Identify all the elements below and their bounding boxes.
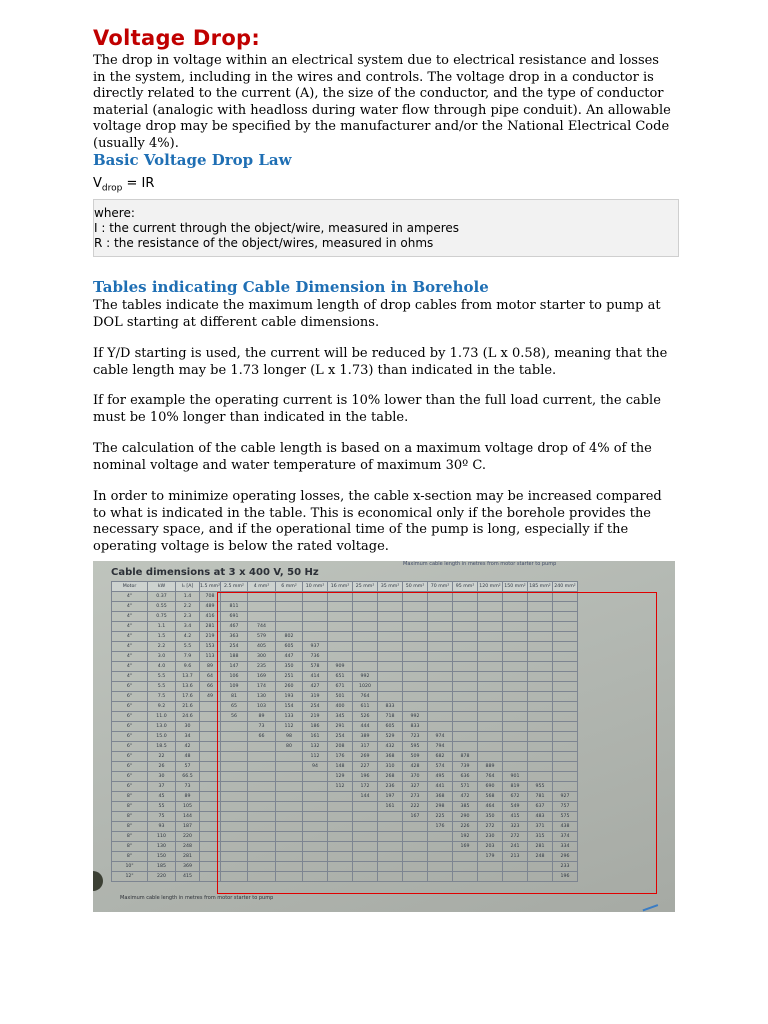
table-cell: 6" [112,762,148,772]
table-cell: 901 [502,772,527,782]
table-cell: 103 [247,702,275,712]
table-cell: 220 [176,832,200,842]
table-cell: 56 [220,712,247,722]
table-cell: 447 [275,652,302,662]
table-cell: 438 [552,822,577,832]
table-cell: 323 [502,822,527,832]
table-cell: 66.5 [176,772,200,782]
table-cell: 196 [352,772,377,782]
check-mark-icon [640,897,658,912]
table-cell: 708 [200,592,221,602]
table-cell: 291 [327,722,352,732]
table-cell: 227 [352,762,377,772]
table-cell: 106 [220,672,247,682]
table-cell: 5.5 [148,672,176,682]
table-header-cell: 35 mm² [377,582,402,592]
table-cell: 110 [148,832,176,842]
table-cell: 385 [452,802,477,812]
table-cell: 112 [275,722,302,732]
table-cell: 176 [327,752,352,762]
table-cell: 213 [502,852,527,862]
table-cell: 169 [247,672,275,682]
table-cell: 690 [477,782,502,792]
table-header-cell: 2.5 mm² [220,582,247,592]
table-cell: 428 [402,762,427,772]
table-cell: 974 [427,732,452,742]
table-cell: 8" [112,792,148,802]
table-cell: 549 [502,802,527,812]
table-cell: 13.7 [176,672,200,682]
table-cell: 130 [148,842,176,852]
table-cell: 219 [302,712,327,722]
table-cell: 161 [302,732,327,742]
table-cell: 744 [247,622,275,632]
photo-title: Cable dimensions at 3 x 400 V, 50 Hz [111,567,319,578]
table-cell: 24.6 [176,712,200,722]
cable-table-photo [93,561,675,912]
table-cell: 9.2 [148,702,176,712]
table-cell: 26 [148,762,176,772]
table-cell: 319 [302,692,327,702]
table-cell: 315 [527,832,552,842]
table-cell: 764 [352,692,377,702]
table-cell: 4" [112,662,148,672]
table-cell: 794 [427,742,452,752]
table-cell: 368 [427,792,452,802]
table-cell: 290 [452,812,477,822]
table-cell: 10" [112,862,148,872]
table-cell: 764 [477,772,502,782]
table-cell: 334 [552,842,577,852]
formula-rest: = IR [122,176,155,191]
table-cell: 370 [402,772,427,782]
table-cell: 889 [477,762,502,772]
table-cell: 6" [112,782,148,792]
table-cell: 368 [377,752,402,762]
table-cell: 89 [176,792,200,802]
table-header-cell: 16 mm² [327,582,352,592]
table-cell: 235 [247,662,275,672]
table-header-cell: 120 mm² [477,582,502,592]
table-cell: 472 [452,792,477,802]
table-header-cell: Iₙ [A] [176,582,200,592]
table-cell: 94 [302,762,327,772]
table-cell: 236 [377,782,402,792]
table-cell: 148 [327,762,352,772]
table-cell: 6" [112,712,148,722]
table-cell: 272 [477,822,502,832]
table-cell: 909 [327,662,352,672]
table-cell: 81 [220,692,247,702]
table-cell: 89 [247,712,275,722]
table-header-cell: 10 mm² [302,582,327,592]
table-cell: 4" [112,672,148,682]
table-cell: 6" [112,732,148,742]
table-cell: 49 [200,692,221,702]
table-cell: 369 [176,862,200,872]
table-cell: 833 [377,702,402,712]
table-cell: 682 [427,752,452,762]
table-cell: 6" [112,752,148,762]
table-cell: 8" [112,812,148,822]
table-header-cell: kW [148,582,176,592]
table-cell: 251 [275,672,302,682]
table-cell: 605 [377,722,402,732]
table-cell: 150 [148,852,176,862]
table-cell: 374 [552,832,577,842]
table-cell: 9.6 [176,662,200,672]
table-cell: 878 [452,752,477,762]
paragraph-operating-current: If for example the operating current is 10% lower than the full load current, the cable must be 10% longer than indicated in the table. [93,393,661,425]
table-cell: 8" [112,822,148,832]
table-cell: 37 [148,782,176,792]
table-cell: 736 [302,652,327,662]
table-cell: 254 [302,702,327,712]
table-cell: 147 [220,662,247,672]
table-cell: 225 [427,812,452,822]
table-cell: 723 [402,732,427,742]
where-current-definition: I : the current through the object/wire, measured in amperes [94,221,460,235]
table-cell: 4" [112,622,148,632]
table-cell: 48 [176,752,200,762]
table-cell: 0.55 [148,602,176,612]
table-cell: 5.5 [148,682,176,692]
table-cell: 130 [247,692,275,702]
paragraph-minimize-losses: In order to minimize operating losses, the cable x-section may be increased compared to what is indicated in the table. This is economical only if the borehole provides the necessary space, and if the operational time of the pump is long, especially if the operating voltage is below the rated voltage. [93,489,662,554]
table-cell: 595 [402,742,427,752]
table-cell: 444 [352,722,377,732]
table-cell: 575 [552,812,577,822]
table-header-cell: 50 mm² [402,582,427,592]
table-cell: 281 [176,852,200,862]
table-cell: 219 [200,632,221,642]
table-cell: 112 [327,782,352,792]
table-cell: 169 [452,842,477,852]
binder-shadow [93,871,103,891]
table-cell: 272 [502,832,527,842]
law-heading: Basic Voltage Drop Law [93,151,292,169]
table-cell: 415 [176,872,200,882]
table-cell: 1.5 [148,632,176,642]
table-cell: 992 [352,672,377,682]
table-cell: 350 [275,662,302,672]
table-cell: 802 [275,632,302,642]
table-cell: 0.75 [148,612,176,622]
photo-note: Maximum cable length in metres from motor starter to pump [403,561,557,567]
table-cell: 405 [247,642,275,652]
table-cell: 571 [452,782,477,792]
tables-heading: Tables indicating Cable Dimension in Borehole [93,278,489,296]
table-cell: 281 [527,842,552,852]
table-cell: 18.5 [148,742,176,752]
table-cell: 671 [327,682,352,692]
table-cell: 167 [402,812,427,822]
table-cell: 80 [275,742,302,752]
table-cell: 268 [377,772,402,782]
table-header-cell: 150 mm² [502,582,527,592]
table-cell: 3.4 [176,622,200,632]
table-cell: 188 [220,652,247,662]
table-header-cell: 95 mm² [452,582,477,592]
table-cell: 6" [112,772,148,782]
table-cell: 13.0 [148,722,176,732]
table-cell: 248 [527,852,552,862]
table-cell: 174 [247,682,275,692]
table-cell: 4" [112,652,148,662]
table-cell: 317 [352,742,377,752]
table-header-cell: 1.5 mm² [200,582,221,592]
table-cell: 8" [112,832,148,842]
table-cell: 927 [552,792,577,802]
table-cell: 185 [148,862,176,872]
table-cell: 296 [552,852,577,862]
table-cell: 636 [452,772,477,782]
table-cell: 30 [176,722,200,732]
table-cell: 298 [427,802,452,812]
table-cell: 4" [112,642,148,652]
table-cell: 363 [220,632,247,642]
intro-paragraph: The drop in voltage within an electrical system due to electrical resistance and losses in the system, including in the wires and controls. The voltage drop in a conductor is directly related to the current (A), the size of the conductor, and the type of conductor material (analogic with headloss during water flow through pipe conduit). An allowable voltage drop may be specified by the manufacturer and/or the National Electrical Code (usually 4%). [93,53,671,151]
table-cell: 66 [200,682,221,692]
table-cell: 327 [402,782,427,792]
table-cell: 7.9 [176,652,200,662]
table-header-cell: 185 mm² [527,582,552,592]
table-cell: 144 [176,812,200,822]
table-cell: 17.6 [176,692,200,702]
table-cell: 781 [527,792,552,802]
page-title: Voltage Drop: [93,26,261,50]
formula-subscript: drop [101,183,123,194]
table-cell: 13.6 [176,682,200,692]
photo-footer: Maximum cable length in metres from motor starter to pump [120,895,274,901]
table-cell: 6" [112,682,148,692]
table-cell: 203 [477,842,502,852]
table-cell: 4.0 [148,662,176,672]
table-cell: 7.5 [148,692,176,702]
table-cell: 176 [427,822,452,832]
table-cell: 172 [352,782,377,792]
table-cell: 129 [327,772,352,782]
table-cell: 526 [352,712,377,722]
table-cell: 226 [452,822,477,832]
table-cell: 483 [527,812,552,822]
table-cell: 509 [402,752,427,762]
table-cell: 12" [112,872,148,882]
table-cell: 93 [148,822,176,832]
table-cell: 6" [112,722,148,732]
table-cell: 300 [247,652,275,662]
where-box [93,199,679,257]
voltage-drop-formula [93,176,154,194]
table-cell: 811 [220,602,247,612]
table-cell: 34 [176,732,200,742]
table-cell: 11.0 [148,712,176,722]
table-cell: 105 [176,802,200,812]
table-cell: 64 [200,672,221,682]
table-cell: 739 [452,762,477,772]
table-header-row [112,582,578,592]
table-cell: 6" [112,702,148,712]
table-cell: 186 [302,722,327,732]
table-cell: 955 [527,782,552,792]
table-cell: 4.2 [176,632,200,642]
table-cell: 757 [552,802,577,812]
table-cell: 208 [327,742,352,752]
table-cell: 254 [220,642,247,652]
table-cell: 350 [477,812,502,822]
table-cell: 8" [112,802,148,812]
table-cell: 179 [477,852,502,862]
table-cell: 254 [327,732,352,742]
table-cell: 2.3 [176,612,200,622]
table-cell: 4" [112,592,148,602]
table-cell: 55 [148,802,176,812]
table-header-cell: 70 mm² [427,582,452,592]
where-resistance-definition: R : the resistance of the object/wires, measured in ohms [94,236,434,250]
table-cell: 144 [352,792,377,802]
table-cell: 75 [148,812,176,822]
table-header-cell: 4 mm² [247,582,275,592]
formula-v: V [93,176,102,191]
highlight-frame [217,592,657,894]
table-cell: 529 [377,732,402,742]
table-cell: 45 [148,792,176,802]
table-cell: 467 [220,622,247,632]
table-cell: 1020 [352,682,377,692]
table-cell: 578 [302,662,327,672]
table-cell: 414 [302,672,327,682]
table-cell: 66 [247,732,275,742]
table-cell: 2.2 [148,642,176,652]
table-header-cell: 25 mm² [352,582,377,592]
table-cell: 248 [176,842,200,852]
table-cell: 233 [552,862,577,872]
table-cell: 819 [502,782,527,792]
table-cell: 8" [112,842,148,852]
table-cell: 197 [377,792,402,802]
table-cell: 2.2 [176,602,200,612]
table-cell: 432 [377,742,402,752]
table-cell: 113 [200,652,221,662]
table-cell: 73 [176,782,200,792]
table-header-cell: 240 mm² [552,582,577,592]
table-cell: 672 [502,792,527,802]
table-cell: 937 [302,642,327,652]
table-cell: 1.4 [176,592,200,602]
table-cell: 109 [220,682,247,692]
table-cell: 22 [148,752,176,762]
table-cell: 273 [402,792,427,802]
table-cell: 5.5 [176,642,200,652]
table-cell: 345 [327,712,352,722]
table-cell: 1.1 [148,622,176,632]
table-cell: 651 [327,672,352,682]
table-cell: 416 [200,612,221,622]
table-cell: 605 [275,642,302,652]
table-cell: 833 [402,722,427,732]
table-cell: 112 [302,752,327,762]
table-cell: 310 [377,762,402,772]
table-cell: 0.37 [148,592,176,602]
table-cell: 187 [176,822,200,832]
table-cell: 222 [402,802,427,812]
table-cell: 441 [427,782,452,792]
table-cell: 400 [327,702,352,712]
table-cell: 501 [327,692,352,702]
table-cell: 269 [352,752,377,762]
table-cell: 230 [477,832,502,842]
table-cell: 691 [220,612,247,622]
table-cell: 154 [275,702,302,712]
table-cell: 489 [200,602,221,612]
table-cell: 3.0 [148,652,176,662]
table-cell: 718 [377,712,402,722]
table-cell: 579 [247,632,275,642]
table-cell: 4" [112,612,148,622]
table-cell: 193 [275,692,302,702]
paragraph-tables-intro: The tables indicate the maximum length of drop cables from motor starter to pump at DOL starting at different cable dimensions. [93,298,661,330]
table-cell: 133 [275,712,302,722]
table-cell: 153 [200,642,221,652]
table-cell: 196 [552,872,577,882]
table-cell: 389 [352,732,377,742]
table-cell: 6" [112,742,148,752]
table-cell: 73 [247,722,275,732]
table-cell: 427 [302,682,327,692]
table-cell: 220 [148,872,176,882]
table-cell: 637 [527,802,552,812]
table-cell: 132 [302,742,327,752]
table-cell: 260 [275,682,302,692]
table-header-cell: Motor [112,582,148,592]
table-cell: 241 [502,842,527,852]
table-cell: 8" [112,852,148,862]
table-cell: 568 [477,792,502,802]
table-cell: 495 [427,772,452,782]
table-cell: 4" [112,602,148,612]
table-cell: 611 [352,702,377,712]
table-cell: 89 [200,662,221,672]
table-cell: 15.0 [148,732,176,742]
table-cell: 281 [200,622,221,632]
table-cell: 415 [502,812,527,822]
table-cell: 42 [176,742,200,752]
table-cell: 371 [527,822,552,832]
where-label: where: [94,206,135,220]
table-cell: 192 [452,832,477,842]
table-cell: 65 [220,702,247,712]
table-header-cell: 6 mm² [275,582,302,592]
table-cell: 21.6 [176,702,200,712]
table-cell: 464 [477,802,502,812]
table-cell: 6" [112,692,148,702]
table-cell: 4" [112,632,148,642]
paragraph-yd-starting: If Y/D starting is used, the current will be reduced by 1.73 (L x 0.58), meaning that the cable length may be 1.73 longer (L x 1.73) than indicated in the table. [93,346,668,378]
table-cell: 57 [176,762,200,772]
table-cell: 992 [402,712,427,722]
table-cell: 30 [148,772,176,782]
table-cell: 161 [377,802,402,812]
table-cell: 98 [275,732,302,742]
table-cell: 574 [427,762,452,772]
paragraph-calculation-basis: The calculation of the cable length is based on a maximum voltage drop of 4% of the nominal voltage and water temperature of maximum 30º C. [93,441,652,473]
